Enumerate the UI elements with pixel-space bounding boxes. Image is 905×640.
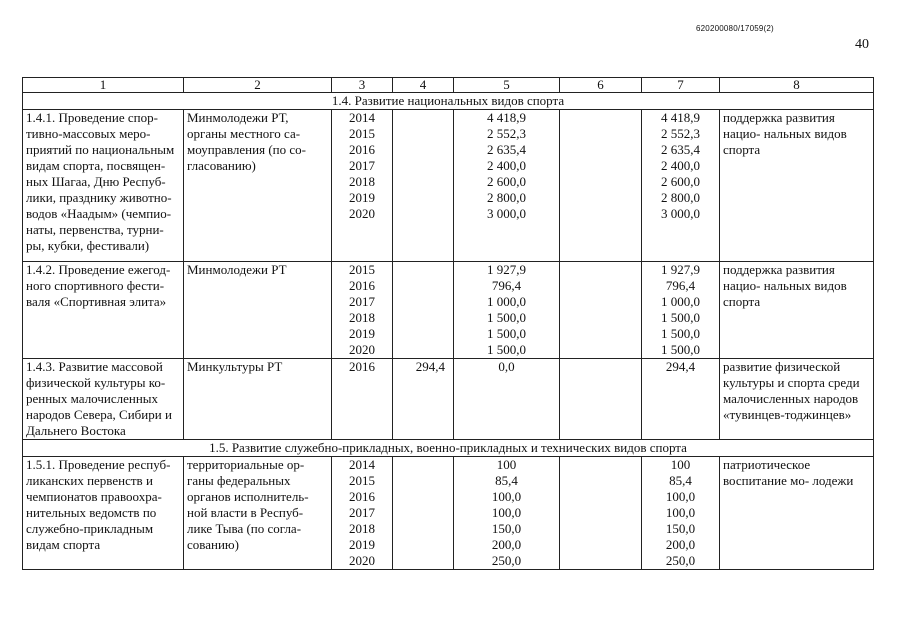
- funding-total-cell-value: 100,0: [665, 489, 696, 504]
- year-cell-value: 2016: [349, 142, 375, 157]
- year-cell-value: 2016: [349, 278, 375, 293]
- year-cell-value: 2015: [349, 126, 375, 141]
- table-row: [23, 457, 874, 570]
- funding-col5-cell-value: 1 500,0: [487, 310, 526, 325]
- column-number: 1: [23, 78, 184, 93]
- funding-total-cell-value: 3 000,0: [661, 206, 700, 221]
- year-cell: [332, 262, 393, 359]
- year-cell-value: 2015: [349, 262, 375, 277]
- funding-col4-cell: [393, 110, 454, 262]
- funding-col6-cell: [560, 262, 642, 359]
- year-cell-value: 2020: [349, 342, 375, 357]
- funding-total-cell-value: 2 635,4: [661, 142, 700, 157]
- year-cell-value: 2018: [349, 174, 375, 189]
- funding-col5-cell: [454, 262, 560, 359]
- funding-col5-cell-value: 1 927,9: [487, 262, 526, 277]
- expected-result-cell: поддержка развития нацио- нальных видов спорта: [720, 110, 874, 262]
- year-cell-value: 2020: [349, 206, 375, 221]
- expected-result-cell: патриотическое воспитание мо- лодежи: [720, 457, 874, 570]
- funding-col5-cell-value: 2 552,3: [487, 126, 526, 141]
- funding-total-cell: [642, 110, 720, 262]
- executor-cell: Минмолодежи РТ: [184, 262, 332, 359]
- executor-cell: Минмолодежи РТ, органы местного са- моуправления (по со- гласованию): [184, 110, 332, 262]
- funding-col6-cell: [560, 110, 642, 262]
- year-cell-value: 2017: [349, 505, 375, 520]
- funding-col5-cell-value: 150,0: [491, 521, 522, 536]
- funding-total-cell-value: 2 800,0: [661, 190, 700, 205]
- year-cell: [332, 457, 393, 570]
- year-cell-value: 2018: [349, 310, 375, 325]
- funding-col5-cell: [454, 110, 560, 262]
- column-number: 8: [720, 78, 874, 93]
- event-name-cell: 1.4.3. Развитие массовой физической культуры ко- ренных малочисленных народов Севера, Сибири и Дальнего Востока: [23, 359, 184, 440]
- column-number-row: [23, 78, 874, 93]
- funding-total-cell-value: 1 500,0: [661, 326, 700, 341]
- year-cell-value: 2014: [349, 457, 375, 472]
- funding-col4-cell: [393, 262, 454, 359]
- year-cell-value: 2016: [349, 489, 375, 504]
- year-cell-value: 2016: [349, 359, 375, 374]
- funding-col6-cell: [560, 457, 642, 570]
- funding-col5-cell-value: 100,0: [491, 505, 522, 520]
- column-number: 6: [560, 78, 642, 93]
- year-cell-value: 2017: [349, 158, 375, 173]
- funding-total-cell-value: 1 000,0: [661, 294, 700, 309]
- funding-total-cell-value: 2 600,0: [661, 174, 700, 189]
- funding-col4-cell: [393, 457, 454, 570]
- section-row: [23, 440, 874, 457]
- funding-total-cell: [642, 262, 720, 359]
- year-cell-value: 2018: [349, 521, 375, 536]
- funding-col5-cell-value: 3 000,0: [487, 206, 526, 221]
- funding-total-cell-value: 85,4: [669, 473, 692, 488]
- funding-total-cell-value: 1 500,0: [661, 310, 700, 325]
- funding-col5-cell-value: 1 500,0: [487, 326, 526, 341]
- funding-total-cell-value: 100,0: [665, 505, 696, 520]
- funding-col4-cell-value: 294,4: [415, 359, 445, 374]
- funding-col5-cell-value: 200,0: [491, 537, 522, 552]
- table-row: [23, 262, 874, 359]
- funding-col5-cell: [454, 457, 560, 570]
- table-row: [23, 110, 874, 262]
- funding-total-cell-value: 4 418,9: [661, 110, 700, 125]
- funding-col5-cell-value: 250,0: [491, 553, 522, 568]
- section-title: 1.5. Развитие служебно-прикладных, военно-прикладных и технических видов спорта: [23, 440, 874, 457]
- funding-total-cell-value: 796,4: [665, 278, 696, 293]
- funding-col5-cell: [454, 359, 560, 440]
- funding-col5-cell-value: 0,0: [498, 359, 515, 374]
- funding-col4-cell: [393, 359, 454, 440]
- section-title: 1.4. Развитие национальных видов спорта: [23, 93, 874, 110]
- event-name-cell: 1.4.2. Проведение ежегод- ного спортивного фести- валя «Спортивная элита»: [23, 262, 184, 359]
- funding-col5-cell-value: 100: [496, 457, 517, 472]
- executor-cell: территориальные ор- ганы федеральных органов исполнитель- ной власти в Респуб- лике Тыва (по согла- сованию): [184, 457, 332, 570]
- program-table: [22, 77, 874, 570]
- column-number: 5: [454, 78, 560, 93]
- funding-col5-cell-value: 2 400,0: [487, 158, 526, 173]
- funding-col5-cell-value: 1 000,0: [487, 294, 526, 309]
- column-number: 3: [332, 78, 393, 93]
- funding-total-cell-value: 150,0: [665, 521, 696, 536]
- year-cell: [332, 359, 393, 440]
- funding-total-cell-value: 2 400,0: [661, 158, 700, 173]
- funding-col5-cell-value: 796,4: [491, 278, 522, 293]
- funding-total-cell-value: 1 500,0: [661, 342, 700, 357]
- funding-total-cell: [642, 457, 720, 570]
- funding-col5-cell-value: 2 600,0: [487, 174, 526, 189]
- year-cell-value: 2019: [349, 326, 375, 341]
- funding-total-cell-value: 294,4: [665, 359, 696, 374]
- funding-total-cell: [642, 359, 720, 440]
- document-code: 620200080/17059(2): [696, 24, 774, 33]
- funding-total-cell-value: 250,0: [665, 553, 696, 568]
- event-name-cell: 1.5.1. Проведение респуб- ликанских первенств и чемпионатов правоохра- нительных ведомств по служебно-прикладным видам спорта: [23, 457, 184, 570]
- event-name-cell: 1.4.1. Проведение спор- тивно-массовых меро- приятий по национальным видам спорта, посвящен- ных Шагаа, Дню Респуб- лики, празднику животно- водов «Наадым» (чемпио- наты, первенства, турни- ры, кубки, фестивали): [23, 110, 184, 262]
- column-number: 2: [184, 78, 332, 93]
- funding-col5-cell-value: 100,0: [491, 489, 522, 504]
- year-cell-value: 2019: [349, 190, 375, 205]
- year-cell-value: 2017: [349, 294, 375, 309]
- expected-result-cell: развитие физической культуры и спорта среди малочисленных народов «тувинцев-тоджинцев»: [720, 359, 874, 440]
- executor-cell: Минкультуры РТ: [184, 359, 332, 440]
- funding-col5-cell-value: 2 800,0: [487, 190, 526, 205]
- column-number: 7: [642, 78, 720, 93]
- year-cell-value: 2020: [349, 553, 375, 568]
- year-cell-value: 2019: [349, 537, 375, 552]
- expected-result-cell: поддержка развития нацио- нальных видов спорта: [720, 262, 874, 359]
- funding-col5-cell-value: 85,4: [495, 473, 518, 488]
- year-cell-value: 2014: [349, 110, 375, 125]
- table-row: [23, 359, 874, 440]
- column-number: 4: [393, 78, 454, 93]
- section-row: [23, 93, 874, 110]
- funding-col6-cell: [560, 359, 642, 440]
- year-cell: [332, 110, 393, 262]
- funding-total-cell-value: 200,0: [665, 537, 696, 552]
- funding-total-cell-value: 2 552,3: [661, 126, 700, 141]
- funding-col5-cell-value: 2 635,4: [487, 142, 526, 157]
- funding-col5-cell-value: 1 500,0: [487, 342, 526, 357]
- funding-col5-cell-value: 4 418,9: [487, 110, 526, 125]
- year-cell-value: 2015: [349, 473, 375, 488]
- funding-total-cell-value: 1 927,9: [661, 262, 700, 277]
- page-number: 40: [855, 37, 869, 52]
- funding-total-cell-value: 100: [670, 457, 691, 472]
